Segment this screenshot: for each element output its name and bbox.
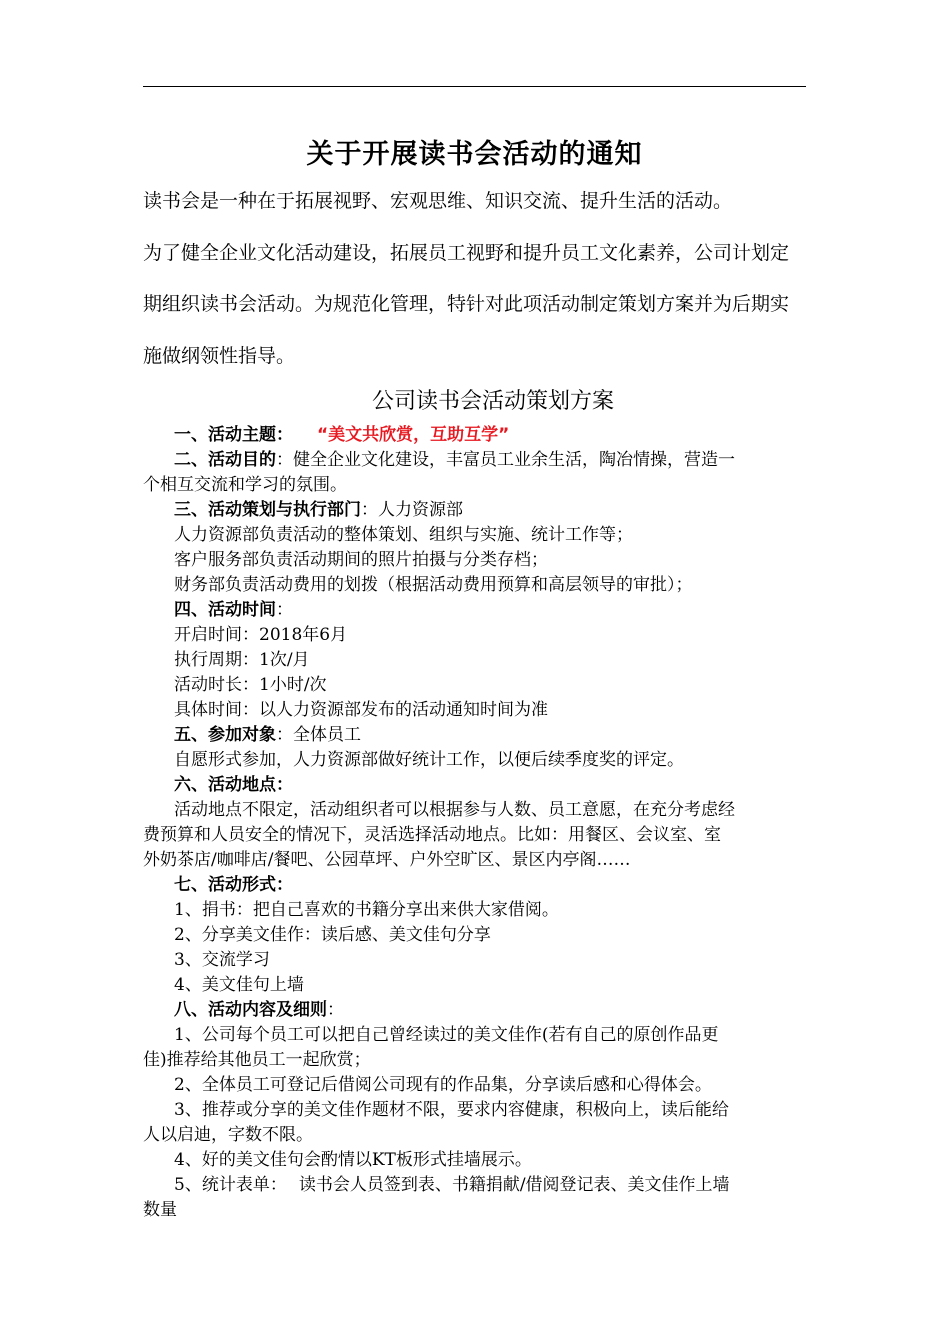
section-3-line: 财务部负责活动费用的划拨（根据活动费用预算和高层领导的审批）；	[174, 575, 693, 595]
intro-line-1: 读书会是一种在于拓展视野、宏观思维、知识交流、提升生活的活动。	[143, 190, 733, 212]
section-3-line: 人力资源部负责活动的整体策划、组织与实施、统计工作等；	[174, 525, 633, 545]
section-6-heading: 六、活动地点：	[174, 775, 293, 795]
section-1	[143, 423, 806, 448]
section-2	[143, 448, 806, 473]
stat-forms-label: 5、统计表单：	[174, 1175, 287, 1195]
section-7-line: 4、美文佳句上墙	[174, 975, 304, 995]
notice-title: 关于开展读书会活动的通知	[306, 139, 643, 170]
section-8-line: 佳)推荐给其他员工一起欣赏；	[143, 1050, 371, 1070]
section-7-heading: 七、活动形式：	[174, 875, 293, 895]
section-6	[143, 773, 806, 798]
section-4-colon: ：	[276, 600, 293, 620]
plan-body	[143, 423, 806, 1223]
header-rule	[143, 86, 806, 87]
section-8-line: 数量	[143, 1200, 177, 1220]
section-8-line: 2、全体员工可登记后借阅公司现有的作品集，分享读后感和心得体会。	[174, 1075, 712, 1095]
section-6-line: 活动地点不限定，活动组织者可以根据参与人数、员工意愿，在充分考虑经	[174, 800, 735, 820]
section-1-heading: 一、活动主题：	[174, 425, 293, 445]
stat-forms-list: 读书会人员签到表、书籍捐献/借阅登记表、美文佳作上墙	[298, 1175, 730, 1195]
section-3-value: ：人力资源部	[361, 500, 463, 520]
section-7-line: 1、捐书：把自己喜欢的书籍分享出来供大家借阅。	[174, 900, 559, 920]
section-3-heading: 三、活动策划与执行部门	[174, 500, 361, 520]
section-8-colon: ：	[327, 1000, 344, 1020]
intro-line-4: 施做纲领性指导。	[143, 345, 296, 367]
section-4-heading: 四、活动时间	[174, 600, 276, 620]
section-7-line: 2、分享美文佳作：读后感、美文佳句分享	[174, 925, 491, 945]
section-6-line: 外奶茶店/咖啡店/餐吧、公园草坪、户外空旷区、景区内亭阁……	[143, 850, 631, 870]
section-2-heading: 二、活动目的	[174, 450, 276, 470]
plan-title: 公司读书会活动策划方案	[371, 389, 614, 414]
section-5-heading: 五、参加对象	[174, 725, 276, 745]
section-3	[143, 498, 806, 523]
section-8-line: 1、公司每个员工可以把自己曾经读过的美文佳作(若有自己的原创作品更	[174, 1025, 719, 1045]
section-4-line: 执行周期：1次/月	[174, 650, 310, 670]
intro-line-2: 为了健全企业文化活动建设，拓展员工视野和提升员工文化素养，公司计划定	[143, 242, 790, 264]
section-4-line: 活动时长：1小时/次	[174, 675, 327, 695]
section-8-line: 人以启迪，字数不限。	[143, 1125, 313, 1145]
section-2-cont: 个相互交流和学习的氛围。	[143, 475, 347, 495]
section-8-heading: 八、活动内容及细则	[174, 1000, 327, 1020]
section-8-line: 4、好的美文佳句会酌情以KT板形式挂墙展示。	[174, 1150, 532, 1170]
section-5-value: ：全体员工	[276, 725, 361, 745]
section-8	[143, 998, 806, 1023]
section-5	[143, 723, 806, 748]
section-5-line: 自愿形式参加，人力资源部做好统计工作，以便后续季度奖的评定。	[174, 750, 684, 770]
section-2-text: ：健全企业文化建设，丰富员工业余生活，陶冶情操，营造一	[276, 450, 735, 470]
intro-line-3: 期组织读书会活动。为规范化管理，特针对此项活动制定策划方案并为后期实	[143, 293, 790, 315]
section-7	[143, 873, 806, 898]
section-8-line	[143, 1173, 806, 1198]
section-4	[143, 598, 806, 623]
activity-theme: “美文共欣赏，互助互学”	[317, 425, 510, 445]
section-3-line: 客户服务部负责活动期间的照片拍摄与分类存档；	[174, 550, 548, 570]
section-7-line: 3、交流学习	[174, 950, 270, 970]
section-6-line: 费预算和人员安全的情况下，灵活选择活动地点。比如：用餐区、会议室、室	[143, 825, 721, 845]
section-8-line: 3、推荐或分享的美文佳作题材不限，要求内容健康，积极向上，读后能给	[174, 1100, 729, 1120]
section-4-line: 具体时间：以人力资源部发布的活动通知时间为准	[174, 700, 548, 720]
section-4-line: 开启时间：2018年6月	[174, 625, 348, 645]
